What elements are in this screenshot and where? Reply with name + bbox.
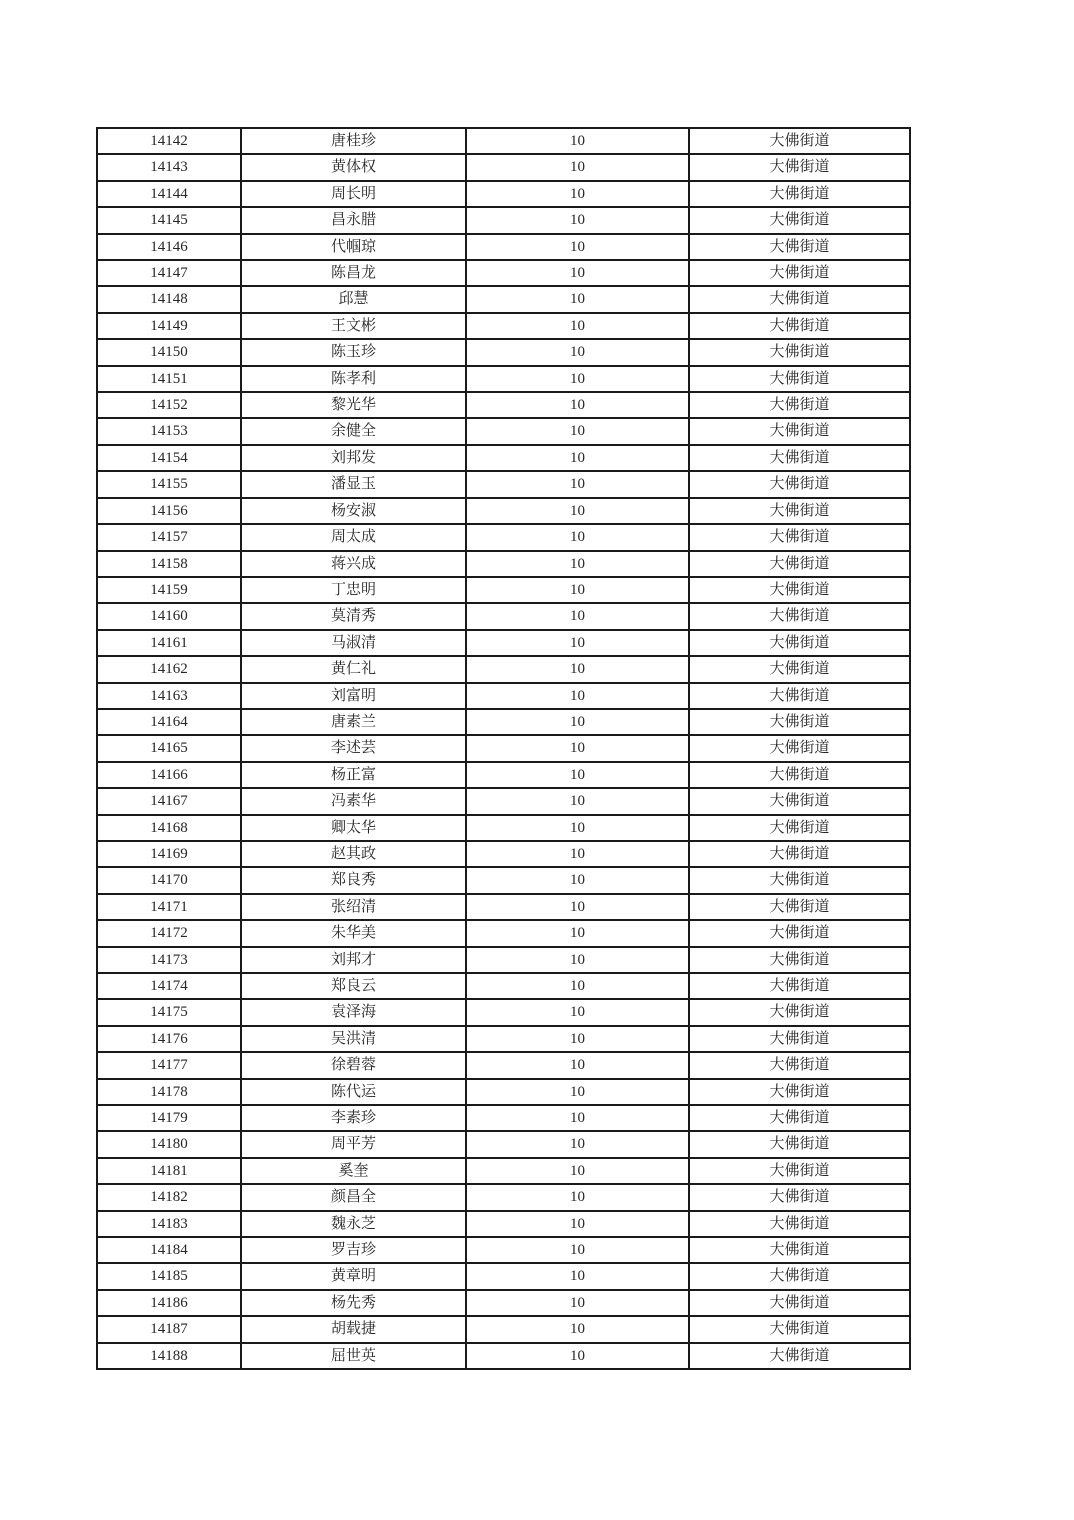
table-row <box>97 154 910 180</box>
name-cell: 刘邦发 <box>241 445 466 471</box>
district-cell: 大佛街道 <box>689 1237 910 1263</box>
table-row <box>97 947 910 973</box>
table-row <box>97 313 910 339</box>
district-cell: 大佛街道 <box>689 181 910 207</box>
value-cell: 10 <box>466 1343 689 1369</box>
district-cell: 大佛街道 <box>689 1052 910 1078</box>
value-cell: 10 <box>466 1184 689 1210</box>
district-cell: 大佛街道 <box>689 524 910 550</box>
serial-cell: 14168 <box>97 815 241 841</box>
name-cell: 李述芸 <box>241 735 466 761</box>
value-cell: 10 <box>466 1158 689 1184</box>
district-cell: 大佛街道 <box>689 788 910 814</box>
value-cell: 10 <box>466 867 689 893</box>
serial-cell: 14183 <box>97 1211 241 1237</box>
district-cell: 大佛街道 <box>689 973 910 999</box>
district-cell: 大佛街道 <box>689 471 910 497</box>
name-cell: 周平芳 <box>241 1131 466 1157</box>
name-cell: 刘富明 <box>241 683 466 709</box>
district-cell: 大佛街道 <box>689 128 910 154</box>
table-row <box>97 1343 910 1369</box>
value-cell: 10 <box>466 1079 689 1105</box>
value-cell: 10 <box>466 551 689 577</box>
value-cell: 10 <box>466 1026 689 1052</box>
value-cell: 10 <box>466 1211 689 1237</box>
value-cell: 10 <box>466 973 689 999</box>
district-cell: 大佛街道 <box>689 1184 910 1210</box>
district-cell: 大佛街道 <box>689 947 910 973</box>
name-cell: 陈代运 <box>241 1079 466 1105</box>
district-cell: 大佛街道 <box>689 1263 910 1289</box>
district-cell: 大佛街道 <box>689 894 910 920</box>
district-cell: 大佛街道 <box>689 366 910 392</box>
district-cell: 大佛街道 <box>689 841 910 867</box>
serial-cell: 14185 <box>97 1263 241 1289</box>
district-cell: 大佛街道 <box>689 603 910 629</box>
value-cell: 10 <box>466 683 689 709</box>
name-cell: 黄章明 <box>241 1263 466 1289</box>
table-row <box>97 656 910 682</box>
name-cell: 唐素兰 <box>241 709 466 735</box>
serial-cell: 14145 <box>97 207 241 233</box>
district-cell: 大佛街道 <box>689 498 910 524</box>
value-cell: 10 <box>466 366 689 392</box>
value-cell: 10 <box>466 154 689 180</box>
name-cell: 朱华美 <box>241 920 466 946</box>
name-cell: 胡载捷 <box>241 1316 466 1342</box>
name-cell: 余健全 <box>241 418 466 444</box>
serial-cell: 14146 <box>97 234 241 260</box>
district-cell: 大佛街道 <box>689 815 910 841</box>
value-cell: 10 <box>466 524 689 550</box>
name-cell: 魏永芝 <box>241 1211 466 1237</box>
serial-cell: 14174 <box>97 973 241 999</box>
district-cell: 大佛街道 <box>689 260 910 286</box>
value-cell: 10 <box>466 709 689 735</box>
serial-cell: 14166 <box>97 762 241 788</box>
serial-cell: 14172 <box>97 920 241 946</box>
district-cell: 大佛街道 <box>689 339 910 365</box>
name-cell: 卿太华 <box>241 815 466 841</box>
name-cell: 陈昌龙 <box>241 260 466 286</box>
serial-cell: 14165 <box>97 735 241 761</box>
value-cell: 10 <box>466 207 689 233</box>
table-row <box>97 128 910 154</box>
serial-cell: 14186 <box>97 1290 241 1316</box>
name-cell: 唐桂珍 <box>241 128 466 154</box>
name-cell: 郑良秀 <box>241 867 466 893</box>
table-row <box>97 577 910 603</box>
value-cell: 10 <box>466 418 689 444</box>
value-cell: 10 <box>466 947 689 973</box>
district-cell: 大佛街道 <box>689 920 910 946</box>
district-cell: 大佛街道 <box>689 656 910 682</box>
table-row <box>97 815 910 841</box>
name-cell: 黎光华 <box>241 392 466 418</box>
serial-cell: 14163 <box>97 683 241 709</box>
serial-cell: 14159 <box>97 577 241 603</box>
table-row <box>97 1158 910 1184</box>
value-cell: 10 <box>466 1290 689 1316</box>
table-row <box>97 1131 910 1157</box>
table-row <box>97 999 910 1025</box>
serial-cell: 14144 <box>97 181 241 207</box>
value-cell: 10 <box>466 762 689 788</box>
table-row <box>97 524 910 550</box>
serial-cell: 14188 <box>97 1343 241 1369</box>
table-row <box>97 418 910 444</box>
table-row <box>97 683 910 709</box>
table-row <box>97 788 910 814</box>
serial-cell: 14158 <box>97 551 241 577</box>
table-row <box>97 735 910 761</box>
serial-cell: 14173 <box>97 947 241 973</box>
district-cell: 大佛街道 <box>689 313 910 339</box>
serial-cell: 14187 <box>97 1316 241 1342</box>
district-cell: 大佛街道 <box>689 735 910 761</box>
district-cell: 大佛街道 <box>689 577 910 603</box>
district-cell: 大佛街道 <box>689 154 910 180</box>
name-cell: 奚奎 <box>241 1158 466 1184</box>
name-cell: 刘邦才 <box>241 947 466 973</box>
value-cell: 10 <box>466 234 689 260</box>
value-cell: 10 <box>466 128 689 154</box>
table-row <box>97 1105 910 1131</box>
serial-cell: 14180 <box>97 1131 241 1157</box>
district-cell: 大佛街道 <box>689 683 910 709</box>
value-cell: 10 <box>466 498 689 524</box>
serial-cell: 14176 <box>97 1026 241 1052</box>
name-cell: 邱慧 <box>241 286 466 312</box>
table-row <box>97 1079 910 1105</box>
value-cell: 10 <box>466 894 689 920</box>
table-row <box>97 1290 910 1316</box>
serial-cell: 14162 <box>97 656 241 682</box>
serial-cell: 14175 <box>97 999 241 1025</box>
name-cell: 颜昌全 <box>241 1184 466 1210</box>
serial-cell: 14161 <box>97 630 241 656</box>
table-row <box>97 366 910 392</box>
value-cell: 10 <box>466 1316 689 1342</box>
table-row <box>97 1052 910 1078</box>
name-cell: 吴洪清 <box>241 1026 466 1052</box>
table-row <box>97 551 910 577</box>
table-row <box>97 1237 910 1263</box>
name-cell: 代帼琼 <box>241 234 466 260</box>
serial-cell: 14143 <box>97 154 241 180</box>
district-cell: 大佛街道 <box>689 1343 910 1369</box>
serial-cell: 14154 <box>97 445 241 471</box>
name-cell: 杨先秀 <box>241 1290 466 1316</box>
value-cell: 10 <box>466 788 689 814</box>
name-cell: 黄仁礼 <box>241 656 466 682</box>
district-cell: 大佛街道 <box>689 709 910 735</box>
name-cell: 潘显玉 <box>241 471 466 497</box>
name-cell: 徐碧蓉 <box>241 1052 466 1078</box>
value-cell: 10 <box>466 841 689 867</box>
value-cell: 10 <box>466 603 689 629</box>
serial-cell: 14181 <box>97 1158 241 1184</box>
name-cell: 黄体权 <box>241 154 466 180</box>
serial-cell: 14147 <box>97 260 241 286</box>
district-cell: 大佛街道 <box>689 1105 910 1131</box>
district-cell: 大佛街道 <box>689 1079 910 1105</box>
value-cell: 10 <box>466 286 689 312</box>
serial-cell: 14148 <box>97 286 241 312</box>
table-row <box>97 1316 910 1342</box>
district-cell: 大佛街道 <box>689 551 910 577</box>
table-row <box>97 630 910 656</box>
name-cell: 莫清秀 <box>241 603 466 629</box>
name-cell: 王文彬 <box>241 313 466 339</box>
table-row <box>97 709 910 735</box>
name-cell: 罗吉珍 <box>241 1237 466 1263</box>
serial-cell: 14179 <box>97 1105 241 1131</box>
table-row <box>97 920 910 946</box>
serial-cell: 14157 <box>97 524 241 550</box>
roster-table <box>96 127 911 1370</box>
table-row <box>97 234 910 260</box>
serial-cell: 14156 <box>97 498 241 524</box>
table-row <box>97 181 910 207</box>
name-cell: 昌永腊 <box>241 207 466 233</box>
table-row <box>97 339 910 365</box>
table-row <box>97 260 910 286</box>
name-cell: 陈玉珍 <box>241 339 466 365</box>
name-cell: 马淑清 <box>241 630 466 656</box>
table-row <box>97 392 910 418</box>
value-cell: 10 <box>466 999 689 1025</box>
value-cell: 10 <box>466 313 689 339</box>
table-row <box>97 286 910 312</box>
district-cell: 大佛街道 <box>689 286 910 312</box>
name-cell: 屈世英 <box>241 1343 466 1369</box>
value-cell: 10 <box>466 392 689 418</box>
serial-cell: 14155 <box>97 471 241 497</box>
table-row <box>97 1211 910 1237</box>
serial-cell: 14167 <box>97 788 241 814</box>
value-cell: 10 <box>466 260 689 286</box>
table-row <box>97 841 910 867</box>
district-cell: 大佛街道 <box>689 1131 910 1157</box>
name-cell: 郑良云 <box>241 973 466 999</box>
value-cell: 10 <box>466 1131 689 1157</box>
district-cell: 大佛街道 <box>689 1158 910 1184</box>
serial-cell: 14151 <box>97 366 241 392</box>
name-cell: 陈孝利 <box>241 366 466 392</box>
value-cell: 10 <box>466 577 689 603</box>
name-cell: 张绍清 <box>241 894 466 920</box>
table-row <box>97 471 910 497</box>
district-cell: 大佛街道 <box>689 762 910 788</box>
district-cell: 大佛街道 <box>689 1316 910 1342</box>
serial-cell: 14169 <box>97 841 241 867</box>
serial-cell: 14164 <box>97 709 241 735</box>
table-row <box>97 207 910 233</box>
value-cell: 10 <box>466 1263 689 1289</box>
name-cell: 李素珍 <box>241 1105 466 1131</box>
table-row <box>97 1263 910 1289</box>
name-cell: 周太成 <box>241 524 466 550</box>
value-cell: 10 <box>466 815 689 841</box>
table-row <box>97 973 910 999</box>
serial-cell: 14182 <box>97 1184 241 1210</box>
value-cell: 10 <box>466 445 689 471</box>
serial-cell: 14184 <box>97 1237 241 1263</box>
name-cell: 周长明 <box>241 181 466 207</box>
value-cell: 10 <box>466 920 689 946</box>
district-cell: 大佛街道 <box>689 630 910 656</box>
name-cell: 杨安淑 <box>241 498 466 524</box>
name-cell: 蒋兴成 <box>241 551 466 577</box>
serial-cell: 14178 <box>97 1079 241 1105</box>
serial-cell: 14170 <box>97 867 241 893</box>
serial-cell: 14152 <box>97 392 241 418</box>
value-cell: 10 <box>466 471 689 497</box>
value-cell: 10 <box>466 339 689 365</box>
table-row <box>97 445 910 471</box>
name-cell: 赵其政 <box>241 841 466 867</box>
serial-cell: 14160 <box>97 603 241 629</box>
value-cell: 10 <box>466 656 689 682</box>
serial-cell: 14171 <box>97 894 241 920</box>
district-cell: 大佛街道 <box>689 1211 910 1237</box>
roster-table-body <box>97 128 910 1369</box>
table-row <box>97 498 910 524</box>
value-cell: 10 <box>466 735 689 761</box>
serial-cell: 14153 <box>97 418 241 444</box>
table-row <box>97 1026 910 1052</box>
table-row <box>97 867 910 893</box>
district-cell: 大佛街道 <box>689 1026 910 1052</box>
value-cell: 10 <box>466 630 689 656</box>
name-cell: 丁忠明 <box>241 577 466 603</box>
name-cell: 杨正富 <box>241 762 466 788</box>
serial-cell: 14149 <box>97 313 241 339</box>
serial-cell: 14150 <box>97 339 241 365</box>
table-row <box>97 894 910 920</box>
table-row <box>97 1184 910 1210</box>
district-cell: 大佛街道 <box>689 999 910 1025</box>
value-cell: 10 <box>466 1105 689 1131</box>
table-row <box>97 603 910 629</box>
serial-cell: 14177 <box>97 1052 241 1078</box>
district-cell: 大佛街道 <box>689 418 910 444</box>
district-cell: 大佛街道 <box>689 445 910 471</box>
district-cell: 大佛街道 <box>689 234 910 260</box>
district-cell: 大佛街道 <box>689 207 910 233</box>
table-row <box>97 762 910 788</box>
name-cell: 冯素华 <box>241 788 466 814</box>
district-cell: 大佛街道 <box>689 867 910 893</box>
value-cell: 10 <box>466 181 689 207</box>
serial-cell: 14142 <box>97 128 241 154</box>
district-cell: 大佛街道 <box>689 392 910 418</box>
value-cell: 10 <box>466 1052 689 1078</box>
district-cell: 大佛街道 <box>689 1290 910 1316</box>
value-cell: 10 <box>466 1237 689 1263</box>
name-cell: 袁泽海 <box>241 999 466 1025</box>
